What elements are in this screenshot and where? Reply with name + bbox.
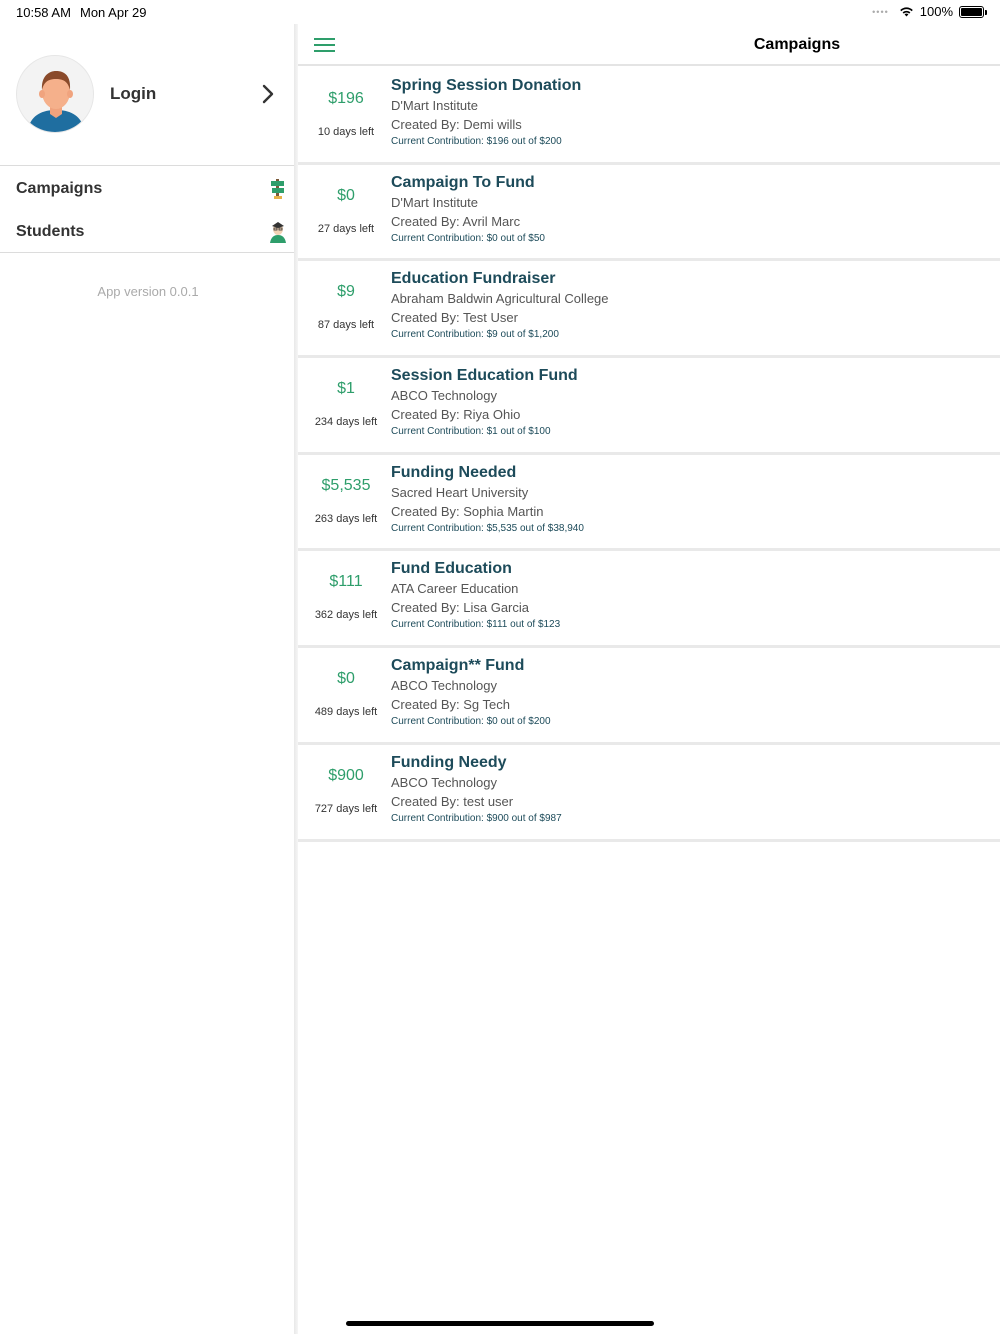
sidebar-item-label: Students [16, 223, 85, 240]
campaign-info [391, 76, 581, 150]
chevron-right-icon[interactable] [258, 82, 278, 106]
campaign-contribution: Current Contribution: $0 out of $50 [391, 232, 545, 244]
campaign-card[interactable] [298, 165, 1000, 262]
campaign-card[interactable] [298, 745, 1000, 842]
campaign-card[interactable] [298, 455, 1000, 552]
status-time: 10:58 AM [16, 5, 71, 20]
login-label: Login [110, 84, 157, 103]
campaign-card[interactable] [298, 261, 1000, 358]
campaign-institution: ABCO Technology [391, 678, 497, 694]
battery-icon [959, 6, 984, 18]
campaign-creator: Created By: Lisa Garcia [391, 600, 530, 616]
avatar [16, 55, 94, 133]
home-indicator [346, 1321, 654, 1326]
campaign-days-left: 362 days left [314, 609, 378, 622]
campaign-days-left: 489 days left [314, 706, 378, 719]
campaign-creator: Created By: Avril Marc [391, 213, 521, 229]
sidebar [0, 24, 296, 1334]
sidebar-item-label: Campaigns [16, 180, 103, 197]
page-title: Campaigns [753, 36, 841, 53]
campaign-amount: $0 [337, 670, 355, 688]
campaign-title: Campaign** Fund [391, 657, 525, 675]
campaign-contribution: Current Contribution: $111 out of $123 [391, 619, 561, 631]
campaign-info [391, 559, 560, 633]
campaign-title: Education Fundraiser [391, 270, 556, 288]
campaign-card[interactable] [298, 358, 1000, 455]
sidebar-nav [0, 166, 296, 253]
campaign-title: Spring Session Donation [391, 77, 582, 94]
campaign-amount: $0 [337, 186, 355, 204]
campaign-institution: D'Mart Institute [391, 194, 479, 210]
campaign-info [391, 463, 584, 537]
campaign-card[interactable] [298, 68, 1000, 165]
app-version: App version 0.0.1 [97, 284, 199, 299]
navigation-bar [298, 24, 1000, 66]
campaign-amount: $900 [328, 766, 364, 784]
campaign-days-left: 234 days left [314, 416, 378, 429]
campaign-title: Session Education Fund [391, 367, 578, 385]
campaign-card[interactable] [298, 551, 1000, 648]
campaign-contribution: Current Contribution: $5,535 out of $38,940 [391, 522, 584, 534]
profile-login-row[interactable] [0, 24, 296, 166]
campaign-days-left: 87 days left [317, 319, 375, 332]
campaign-creator: Created By: Demi wills [391, 117, 522, 132]
student-icon [268, 221, 288, 243]
campaign-days-left: 727 days left [314, 802, 378, 815]
status-bar [0, 0, 1000, 24]
campaign-amount: $5,535 [321, 476, 371, 494]
signpost-icon [268, 178, 288, 200]
campaign-creator: Created By: Sg Tech [391, 697, 510, 713]
campaign-amount: $196 [328, 90, 364, 107]
campaign-days-left: 10 days left [317, 126, 375, 138]
campaign-institution: Abraham Baldwin Agricultural College [391, 291, 609, 307]
campaign-creator: Created By: Test User [391, 310, 518, 326]
campaign-title: Funding Needy [391, 753, 507, 771]
campaign-title: Funding Needed [391, 463, 517, 481]
main-panel [298, 24, 1000, 1334]
status-date: Mon Apr 29 [80, 5, 147, 20]
campaign-info [391, 656, 551, 730]
campaign-info [391, 269, 609, 343]
campaign-amount: $111 [329, 573, 363, 591]
menu-icon[interactable] [314, 38, 335, 52]
campaign-title: Fund Education [391, 560, 512, 578]
campaign-institution: ATA Career Education [391, 581, 519, 597]
campaign-creator: Created By: test user [391, 793, 514, 809]
campaign-contribution: Current Contribution: $0 out of $200 [391, 716, 551, 728]
campaign-info [391, 753, 562, 827]
campaign-amount: $9 [337, 283, 355, 301]
battery-percent: 100% [919, 4, 953, 19]
campaign-amount: $1 [337, 380, 355, 398]
campaign-creator: Created By: Riya Ohio [391, 407, 521, 423]
status-indicators [872, 4, 984, 19]
campaign-title: Campaign To Fund [391, 173, 535, 191]
avatar-person-icon [17, 56, 94, 133]
campaign-institution: Sacred Heart University [391, 484, 529, 500]
campaign-contribution: Current Contribution: $1 out of $100 [391, 426, 551, 438]
campaign-institution: D'Mart Institute [391, 98, 479, 113]
sidebar-item-campaigns[interactable] [0, 168, 296, 210]
campaign-info [391, 173, 545, 247]
campaign-card[interactable] [298, 648, 1000, 745]
wifi-icon [899, 6, 914, 17]
sidebar-item-students[interactable] [0, 211, 296, 253]
campaign-institution: ABCO Technology [391, 774, 497, 790]
campaign-days-left: 263 days left [314, 512, 378, 525]
campaign-days-left: 27 days left [317, 222, 375, 235]
campaign-contribution: Current Contribution: $9 out of $1,200 [391, 329, 559, 341]
campaign-contribution: Current Contribution: $900 out of $987 [391, 812, 562, 824]
campaign-info [391, 366, 578, 440]
campaign-list [298, 68, 1000, 842]
campaign-institution: ABCO Technology [391, 388, 497, 404]
campaign-contribution: Current Contribution: $196 out of $200 [391, 136, 562, 147]
campaign-creator: Created By: Sophia Martin [391, 503, 544, 519]
cellular-signal-icon: •••• [872, 6, 889, 17]
